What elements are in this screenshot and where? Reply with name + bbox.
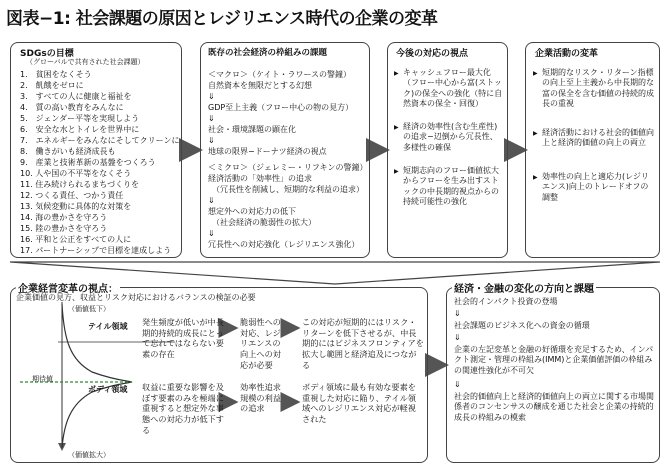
body-response-text: 効率性追求規模の利益の追求	[240, 382, 281, 414]
axis-bottom-label: （価値拡大）	[68, 451, 110, 459]
sdg-goal-16: 16. 平和と公正をすべての人に	[20, 235, 132, 244]
issues-arrow: ⇓	[208, 136, 215, 145]
economy-arrow: ⇓	[454, 380, 461, 389]
axis-top-label: （価値低下）	[68, 305, 110, 313]
future-item-2: ▶ 経済の効率性(含む生産性)の追求−辺倒から冗長性、多様性の確保	[394, 122, 504, 153]
sdg-goal-1: 1. 貧困をなくそう	[20, 70, 92, 79]
corporate-item-2: ▶ 経済活動における社会的価値向上と経済的価値の向上の両立	[533, 128, 655, 149]
tail-response-text: 脆弱性への対応、レジリエンスの向上への対応が必要	[240, 317, 281, 370]
future-item-3: ▶ 短期志向のフロー価値拡大からフローを生み出すストックの中長期的視点からの持続可能性の強化	[394, 166, 504, 208]
issues-micro-label: ＜ミクロ＞（ジェレミー・リフキンの警鐘）	[208, 163, 368, 172]
sdg-goal-3: 3. すべての人に健康と福祉を	[20, 92, 132, 101]
sdg-goal-9: 9. 産業と技術革新の基盤をつくろう	[20, 158, 156, 167]
issues-heading: 既存の社会経済の枠組みの課題	[208, 48, 328, 58]
management-heading: 企業経営変革の視点：	[16, 280, 120, 295]
tail-cause-text: 発生頻度が低いが中長期的持続的成長にとって忘れてはならない要素の存在	[142, 317, 224, 359]
issues-line: （社会経済の脆弱性の拡大）	[212, 218, 316, 227]
body-outcome-text: ボディ領域に最も有効な要素を重視した対応に陥り、テイル領域へのレジリエンス対応が軽視された	[302, 382, 417, 424]
sdg-goal-4: 4. 質の高い教育をみんなに	[20, 103, 124, 112]
future-heading: 今後の対応の視点	[396, 49, 469, 59]
sdg-goal-7: 7. エネルギーをみんなにそしてクリーンに	[20, 136, 180, 145]
issues-line: 経済活動の「効率性」の追求	[208, 174, 312, 183]
sdg-goal-11: 11. 住み続けられるまちづくりを	[20, 180, 140, 189]
future-item-1: ▶ キャッシュフロー最大化（フロー中心から富(ストック)の保全への強化（特に自然資本の保全・回復）	[394, 68, 504, 110]
sdg-goal-5: 5. ジェンダー平等を実現しよう	[20, 114, 140, 123]
sdg-goal-2: 2. 飢餓をゼロに	[20, 81, 84, 90]
tail-outcome-text: この対応が短期的にはリスク・リターンを低下させるが、中長期的にはビジネスフロンティアを拡大し範囲と経済追及につながる	[302, 317, 424, 370]
sdg-goal-8: 8. 働きがいも経済成長も	[20, 147, 116, 156]
economy-line: 社会的価値向上と経済的価値向上の両立に関する市場関係者のコンセンサスの醸成を通じた社会と企業の持続的成長の枠組みの模索	[454, 392, 654, 422]
body-cause-text: 収益に重要な影響を及ぼす要素のみを極端に重視すると想定外な事態への対応力が低下する	[142, 382, 224, 435]
issues-line: 社会・環境課題の顕在化	[208, 125, 296, 134]
sdgs-heading: SDGsの目標	[20, 49, 74, 59]
sdg-goal-10: 10. 人や国の不平等をなくそう	[20, 169, 132, 178]
corporate-heading: 企業活動の変革	[535, 49, 599, 59]
expected-value-label: 期待値	[32, 375, 53, 383]
issues-arrow: ⇓	[208, 92, 215, 101]
economy-arrow: ⇓	[454, 309, 461, 318]
sdg-goal-17: 17. パートナーシップで目標を達成しよう	[20, 246, 172, 255]
issues-line: 自然資本を無限だとする幻想	[208, 81, 312, 90]
issues-line: 想定外への対応力の低下	[208, 207, 296, 216]
issues-line: 地球の限界−ドーナツ経済の視点	[208, 147, 327, 156]
body-region-label: ボディ領域	[88, 385, 128, 394]
issues-line: （冗長性を削減し、短期的な利益の追求）	[212, 185, 364, 194]
economy-line: 企業の左記変革と金融の好循環を充足するため、インパクト測定・管理の枠組み(IMM)と企業価値評価の枠組みの関連性強化が不可欠	[454, 345, 654, 375]
page-title: 図表−1: 社会課題の原因とレジリエンス時代の企業の変革	[6, 9, 438, 29]
issues-line: GDP至上主義（フロー中心の物の見方）	[208, 103, 354, 112]
economy-arrow: ⇓	[454, 333, 461, 342]
sdg-goal-15: 15. 陸の豊かさを守ろう	[20, 224, 108, 233]
economy-heading: 経済・金融の変化の方向と課題	[452, 280, 596, 295]
sdgs-subheading: （グローバルで共有された社会課題）	[26, 58, 145, 66]
issues-arrow: ⇓	[208, 114, 215, 123]
management-subheading: 企業価値の見方、収益とリスク対応におけるバランスの検証の必要	[16, 293, 256, 302]
issues-macro-label: ＜マクロ＞（ケイト・ラワースの警鐘）	[208, 70, 352, 79]
issues-line: 冗長性への対応強化（レジリエンス強化）	[208, 240, 360, 249]
sdg-goal-6: 6. 安全な水とトイレを世界中に	[20, 125, 140, 134]
issues-arrow: ⇓	[208, 229, 215, 238]
sdg-goal-12: 12. つくる責任、つかう責任	[20, 191, 124, 200]
sdg-goal-14: 14. 海の豊かさを守ろう	[20, 213, 108, 222]
economy-line: 社会課題のビジネス化への資金の循環	[454, 321, 590, 330]
issues-arrow: ⇓	[208, 196, 215, 205]
corporate-item-3: ▶ 効率性の向上と適応力(レジリエンス)向上のトレードオフの調整	[533, 172, 655, 203]
sdg-goal-13: 13. 気候変動に具体的な対策を	[20, 202, 132, 211]
corporate-item-1: ▶ 短期的なリスク・リターン指標の向上至上主義から中長期的な富の保全を含む価値の持続的成長の重視	[533, 68, 655, 110]
tail-region-label: テイル領域	[88, 322, 128, 331]
economy-line: 社会的インパクト投資の登場	[454, 297, 558, 306]
